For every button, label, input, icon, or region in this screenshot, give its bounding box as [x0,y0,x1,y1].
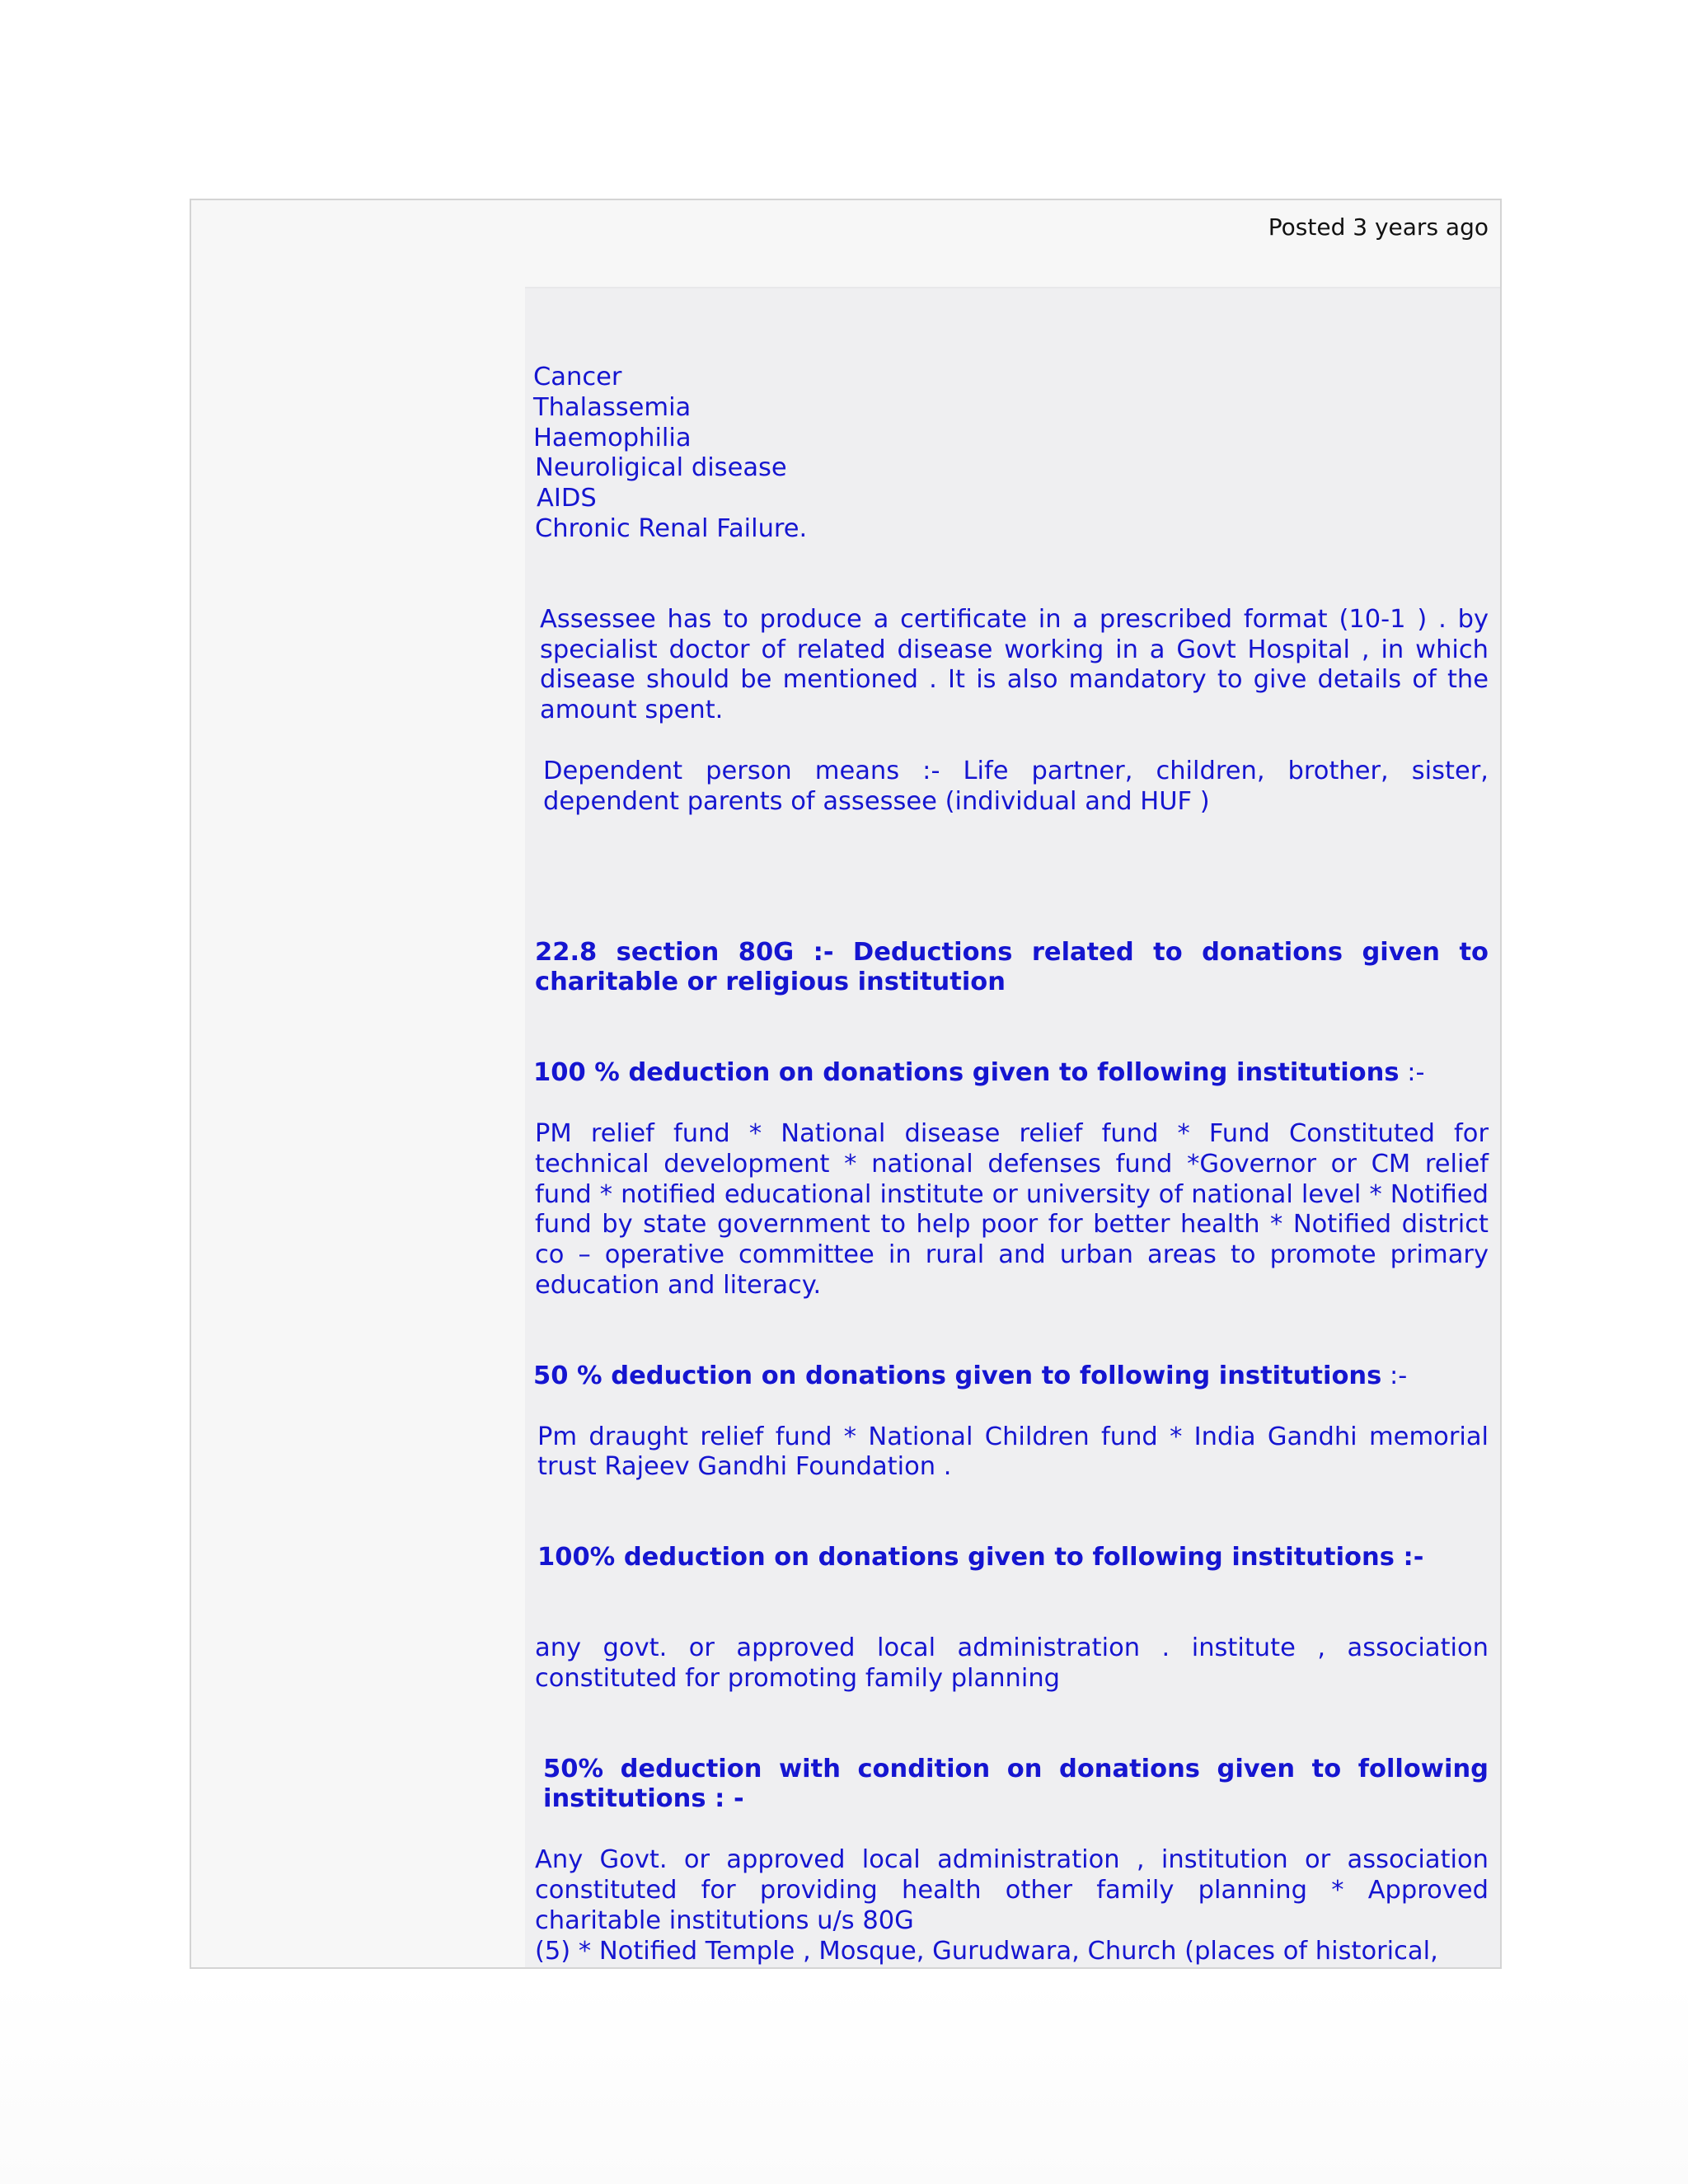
deduction-50-cond-heading: 50% deduction with condition on donations given to following institutions : - [543,1754,1489,1814]
dependent-paragraph: Dependent person means :- Life partner, children, brother, sister, dependent parents of assessee (individual and HUF ) [543,756,1489,816]
deduction-50-cond-paragraph: Any Govt. or approved local administration , institution or association constituted for providing health other family planning * Approved charitable institutions u/s 80G [535,1845,1489,1935]
deduction-100-heading-text: 100 % deduction on donations given to following institutions [533,1058,1400,1088]
disease-list [533,363,1489,545]
deduction-100-paragraph: PM relief fund * National disease relief fund * Fund Constituted for technical development * national defenses fund *Governor or CM relief fund * notified educational institute or university of national level * Notified fund by state government to help poor for better health * Notified district co – operative committee in rural and urban areas to promote primary education and literacy. [535,1118,1489,1300]
deduction-100-b-paragraph: any govt. or approved local administration . institute , association constituted for promoting family planning [535,1633,1489,1693]
list-item: AIDS [537,484,597,513]
deduction-100-heading-suffix: :- [1399,1058,1425,1088]
section-heading: 22.8 section 80G :- Deductions related to donations given to charitable or religious institution [535,937,1489,997]
deduction-100-heading [533,1058,1489,1089]
list-item: Haemophilia [533,423,692,452]
post-content [525,287,1500,1967]
deduction-50-cond-paragraph-continued: (5) * Notified Temple , Mosque, Gurudwara, Church (places of historical, [535,1936,1438,1966]
deduction-100-b-heading: 100% deduction on donations given to following institutions :- [537,1543,1424,1572]
page-background [0,1978,1688,2184]
certificate-paragraph: Assessee has to produce a certificate in a prescribed format (10-1 ) . by specialist doctor of related disease working in a Govt Hospital , in which disease should be mentioned . It is also mandatory to give details of the amount spent. [540,604,1489,725]
deduction-50-heading-text: 50 % deduction on donations given to following institutions [533,1361,1382,1390]
list-item: Thalassemia [533,392,692,422]
deduction-50-heading-suffix: :- [1381,1361,1408,1390]
list-item: Cancer [533,363,622,391]
list-item: Neuroligical disease [535,453,787,483]
post-frame [190,199,1502,1969]
post-timestamp: Posted 3 years ago [1268,213,1489,241]
deduction-50-heading [533,1361,1489,1392]
list-item: Chronic Renal Failure. [535,513,808,543]
deduction-50-paragraph: Pm draught relief fund * National Children fund * India Gandhi memorial trust Rajeev Gandhi Foundation . [537,1422,1489,1482]
